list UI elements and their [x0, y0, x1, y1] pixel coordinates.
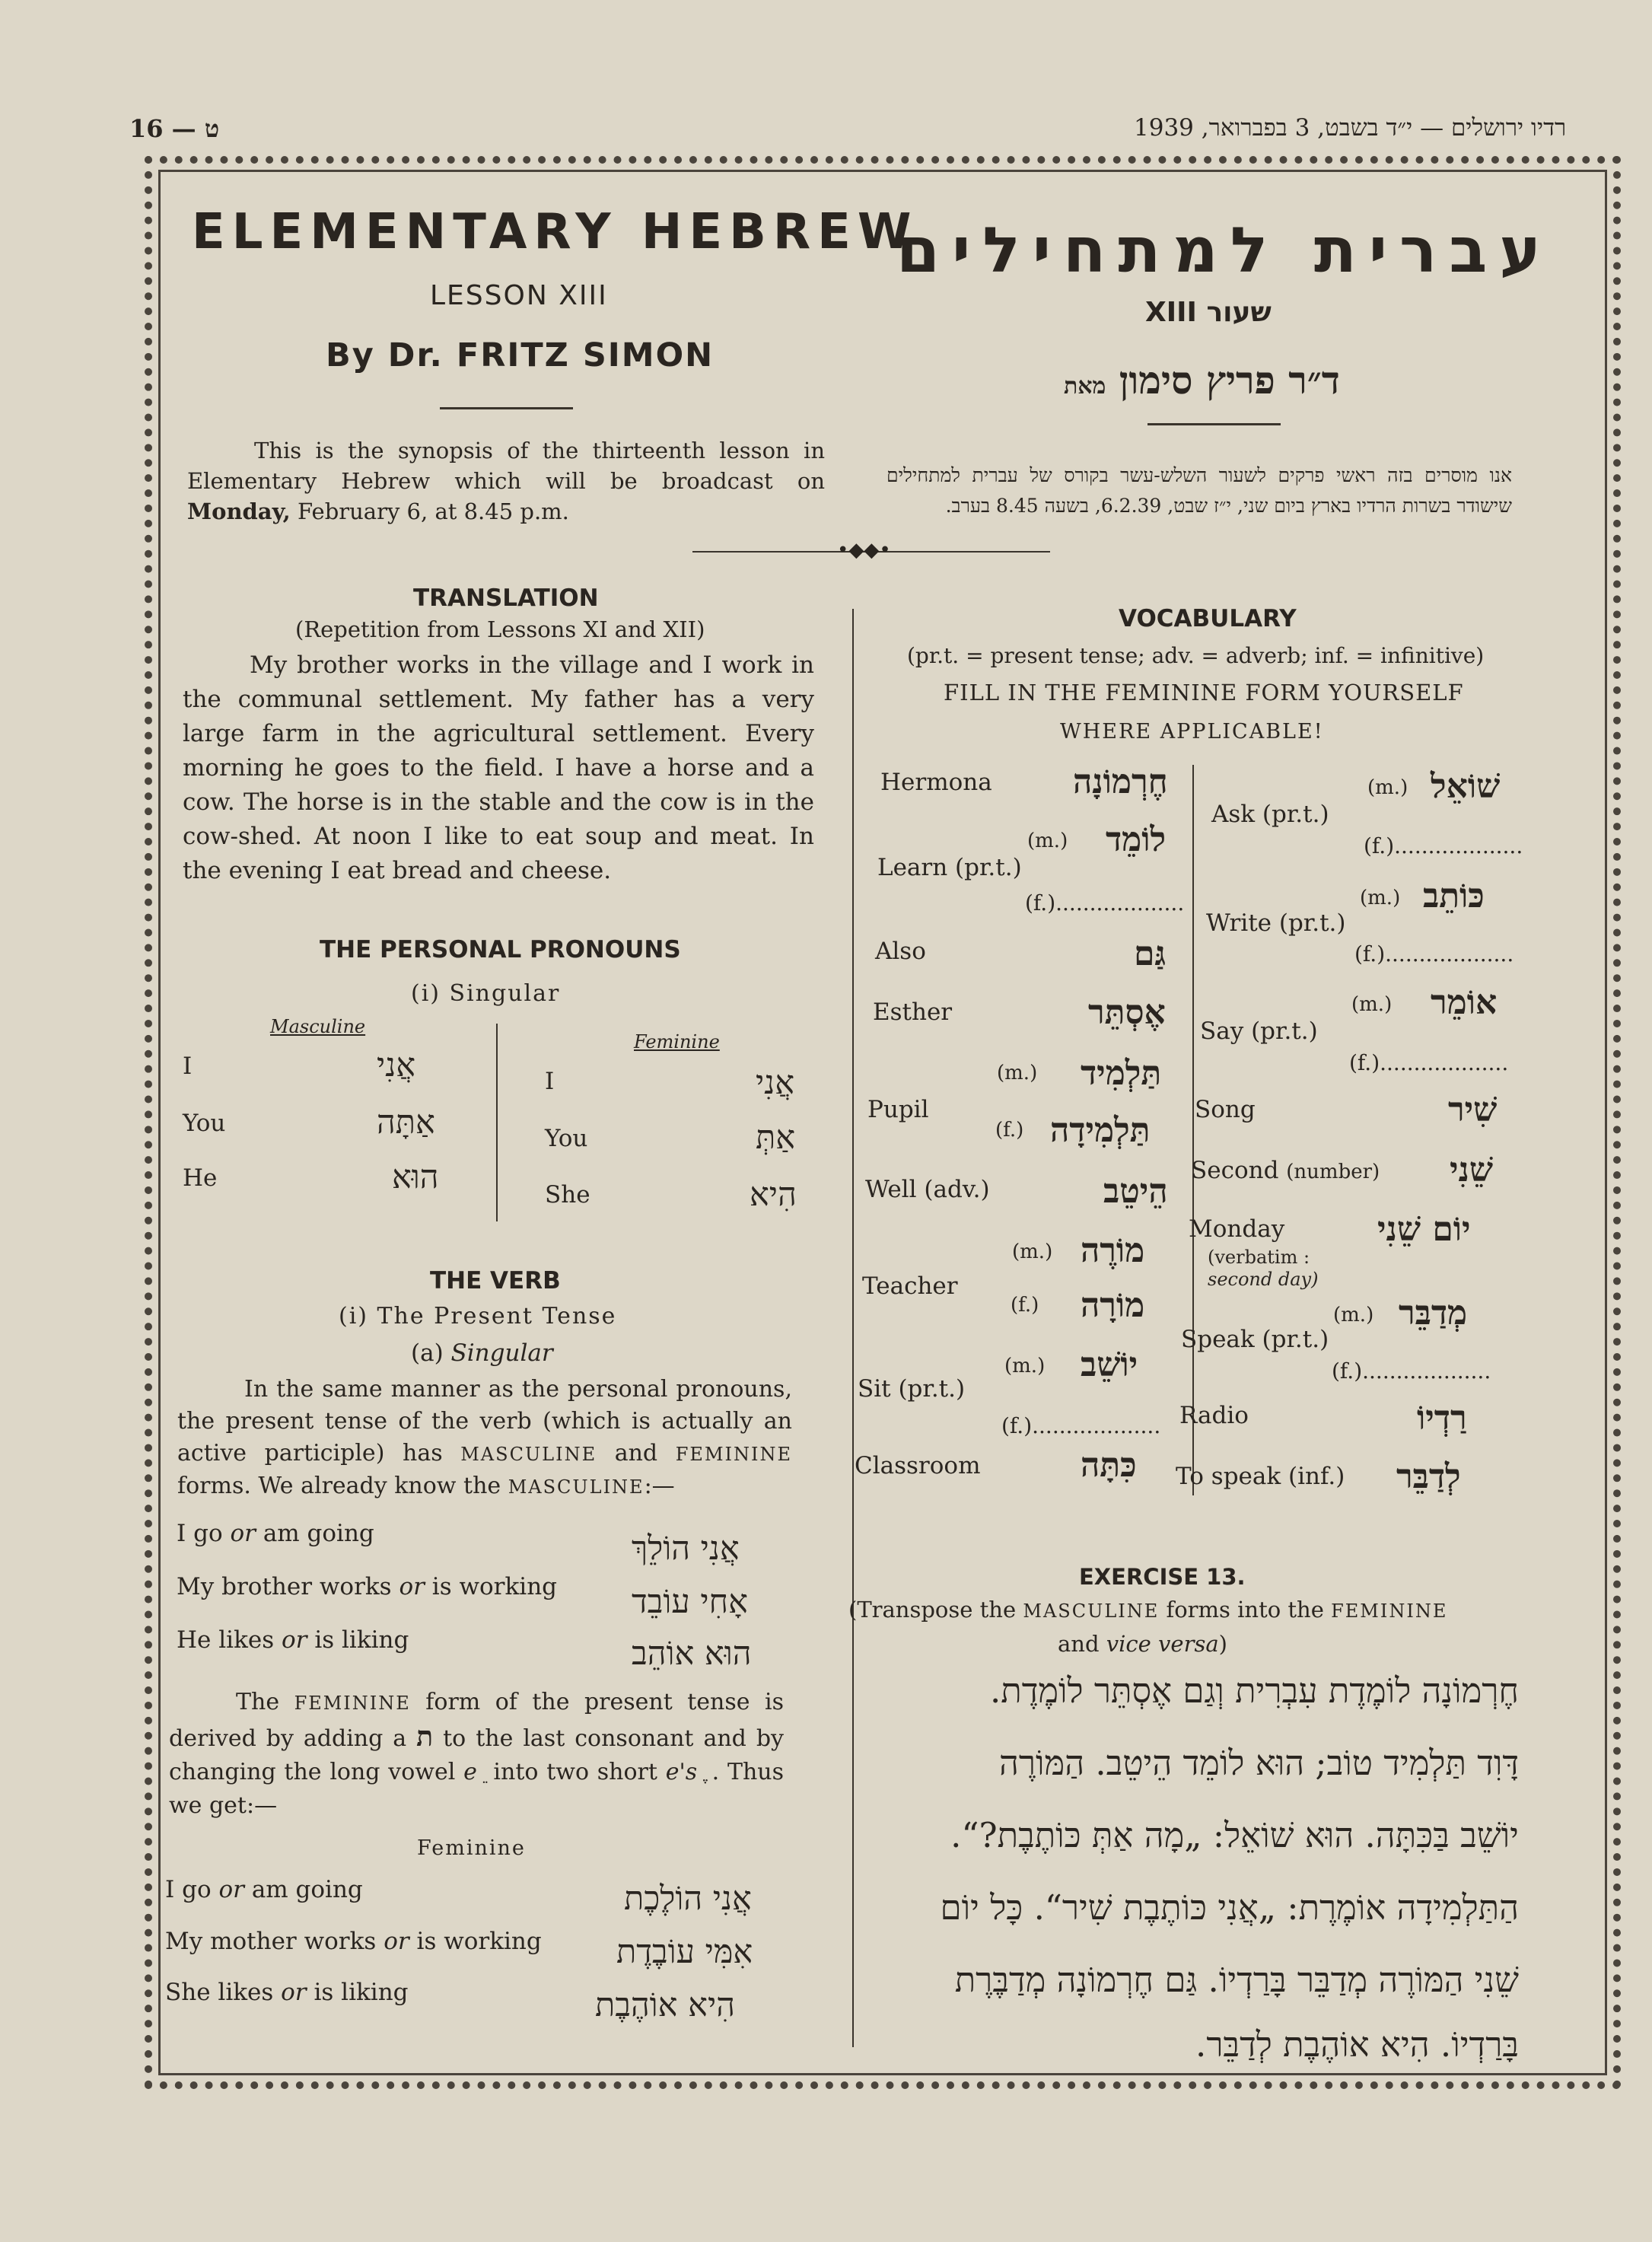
synopsis-hebrew: אנו מוסרים בזה ראשי פרקים לשעור השלש-עשר בקורס של עברית למתחילים שישודר בשרות הרדיו בארץ ביום שני, י״ז שבט, 6.2.39, בשעה 8.45 בערב.	[886, 464, 1512, 517]
fem-rule-text: . Thus we get:—	[169, 1759, 785, 1819]
vocab-note: second day)	[1208, 1269, 1319, 1290]
vocab-en: Classroom	[855, 1452, 981, 1479]
synopsis-day: Monday,	[187, 498, 291, 524]
verb-example-he: אֲנִי הוֹלֶכֶת	[624, 1880, 752, 1918]
exercise-instruction	[1058, 1631, 1227, 1657]
fem-letter: ת	[416, 1721, 434, 1753]
pronoun-en: I	[183, 1053, 193, 1080]
gender-tag: (f.)	[1011, 1294, 1039, 1317]
translation-heading: TRANSLATION	[413, 584, 599, 612]
vocab-he: תַּלְמִידָה	[1050, 1111, 1151, 1150]
pronoun-en: You	[545, 1125, 588, 1152]
verb-sub-label: Singular	[450, 1339, 553, 1367]
ex-en: am going	[251, 1876, 363, 1903]
vocab-he: שׁוֹאֵל	[1431, 767, 1501, 806]
vocab-en: Pupil	[867, 1096, 929, 1123]
vocab-he: אוֹמֵר	[1431, 983, 1498, 1022]
exercise-line: הַתַּלְמִידָה אוֹמֶרֶת: „אֲנִי כּוֹתֶבֶת שִׁיר“. כָּל יוֹם	[940, 1887, 1519, 1928]
gender-tag: (m.)	[1367, 776, 1408, 799]
fem-vowel: e	[463, 1759, 477, 1785]
verb-subheading: (i) The Present Tense	[339, 1303, 617, 1330]
verb-example-he: הוּא אוֹהֵב	[632, 1635, 752, 1673]
verb-intro-text: forms. We already know the	[177, 1473, 508, 1499]
fem-vowel: e's	[665, 1759, 698, 1785]
verb-example-he: אֲנִי הוֹלֵךְ	[632, 1530, 740, 1568]
fem-rule-sc: FEMININE	[294, 1693, 411, 1714]
exercise-line: יוֹשֵׁב בַּכִּתָּה. הוּא שׁוֹאֵל: „מָה אַתְּ כּוֹתֶבֶת?“.	[950, 1815, 1519, 1855]
vocab-en: Say (pr.t.)	[1200, 1017, 1318, 1045]
pronoun-he: אַתָּה	[377, 1103, 435, 1142]
vocab-en: To speak (inf.)	[1176, 1463, 1345, 1490]
exercise-line: בָּרַדְיוֹ. הִיא אוֹהֶבֶת לְדַבֵּר.	[1195, 2024, 1519, 2065]
fill-in-blank[interactable]: (f.)...................	[1025, 890, 1185, 916]
pronoun-en: You	[183, 1110, 226, 1137]
vocab-en: Sit (pr.t.)	[858, 1375, 966, 1403]
vocab-he: הֵיטֵב	[1103, 1172, 1168, 1211]
gender-tag: (m.)	[1004, 1355, 1046, 1377]
exercise-line: חֶרְמוֹנָה לוֹמֶדֶת עִבְרִית וְגַם אֶסְתֵּר לוֹמֶדֶת.	[989, 1670, 1519, 1711]
fem-rule-text: into two short	[485, 1759, 666, 1785]
verb-intro-sc: FEMININE	[675, 1444, 792, 1465]
fill-in-blank[interactable]: (f.)...................	[1349, 1050, 1509, 1075]
verb-sub-num: (a)	[411, 1339, 444, 1367]
fill-in-blank[interactable]: (f.)...................	[1364, 833, 1523, 858]
vocab-en: Hermona	[880, 769, 992, 796]
author-prefix-hebrew: מאת	[1064, 373, 1106, 400]
gender-tag: (m.)	[1360, 887, 1401, 909]
ex-en: My brother works	[177, 1573, 392, 1600]
ex-en: My mother works	[165, 1928, 377, 1955]
verb-example-en	[177, 1573, 557, 1600]
exercise-instruction-text: forms into the	[1159, 1597, 1332, 1623]
vocab-en	[1191, 1157, 1380, 1184]
feminine-label: Feminine	[634, 1031, 720, 1053]
verb-example-en	[165, 1928, 542, 1955]
pronoun-en: I	[545, 1068, 555, 1095]
vocab-en: Also	[875, 938, 926, 965]
vocab-he: כִּתָּה	[1081, 1446, 1137, 1485]
pronoun-he: אַתְּ	[756, 1119, 796, 1157]
running-header: רדיו ירושלים — י״ד בשבט, 3 בפברואר, 1939	[1134, 114, 1567, 142]
vocabulary-abbreviations: (pr.t. = present tense; adv. = adverb; inf. = infinitive)	[907, 643, 1485, 668]
ex-or: or	[218, 1876, 244, 1903]
vocab-he: לְדַבֵּר	[1396, 1457, 1461, 1496]
pronoun-en: He	[183, 1164, 218, 1192]
ex-en: am going	[263, 1520, 374, 1547]
vocab-en: Learn (pr.t.)	[877, 854, 1022, 881]
exercise-instruction	[848, 1597, 1447, 1623]
vocab-en: Monday	[1189, 1215, 1285, 1243]
ex-or: or	[281, 1626, 307, 1654]
vocab-en-word: Second	[1191, 1157, 1279, 1184]
exercise-instruction-italic: vice versa	[1106, 1631, 1219, 1657]
vocabulary-instruction: FILL IN THE FEMININE FORM YOURSELF	[944, 680, 1464, 705]
vocab-he: חֶרְמוֹנָה	[1073, 763, 1168, 801]
verb-intro-sc: MASCULINE	[460, 1444, 597, 1465]
verb-example-he: אִמִּי עוֹבֶדֶת	[616, 1933, 753, 1971]
ex-or: or	[399, 1573, 425, 1600]
verb-intro-sc: MASCULINE	[508, 1476, 645, 1498]
vocabulary-divider	[1192, 765, 1194, 1495]
vocab-en-note: (number)	[1286, 1161, 1380, 1183]
verb-example-he: אָחִי עוֹבֵד	[632, 1583, 748, 1621]
exercise-instruction-text: (Transpose the	[848, 1597, 1023, 1623]
ex-or: or	[281, 1979, 307, 2006]
fem-rule-text: The	[236, 1689, 294, 1715]
vocab-he: תַּלְמִיד	[1081, 1054, 1162, 1093]
vocabulary-heading: VOCABULARY	[1119, 605, 1297, 632]
verb-heading: THE VERB	[430, 1267, 561, 1295]
fill-in-blank[interactable]: (f.)...................	[1354, 941, 1514, 967]
verb-example-en	[177, 1520, 374, 1547]
pronoun-en: She	[545, 1181, 590, 1209]
author-name-hebrew: ד״ר פריץ סימון	[1119, 358, 1340, 403]
vocab-en: Well (adv.)	[865, 1176, 990, 1203]
vocab-he: גַּם	[1134, 935, 1166, 973]
ex-en: I go	[177, 1520, 223, 1547]
translation-text: My brother works in the village and I work in the communal settlement. My father has a very large farm in the agricultural settlement. Every morning he goes to the field. I have a horse and a cow. The horse is in the stable and the cow is in the cow-shed. At noon I like to eat soup and meat. In the evening I eat bread and cheese.	[183, 651, 814, 884]
ex-en: is liking	[314, 1626, 409, 1654]
vocab-he: כּוֹתֵב	[1423, 877, 1485, 916]
ex-or: or	[384, 1928, 409, 1955]
column-divider	[852, 609, 854, 2047]
masculine-label: Masculine	[270, 1016, 366, 1037]
synopsis-date: February 6, at 8.45 p.m.	[290, 498, 569, 524]
vocabulary-instruction: WHERE APPLICABLE!	[1060, 720, 1324, 744]
vocab-he: שִׁיר	[1448, 1091, 1498, 1129]
vocab-he: אֶסְתֵּר	[1088, 993, 1166, 1032]
page-number: 16 — ט	[129, 114, 220, 143]
gender-tag: (m.)	[1333, 1304, 1374, 1326]
exercise-line: דָּוִד תַּלְמִיד טוֹב; הוּא לוֹמֵד הֵיטֵב. הַמּוֹרֶה	[999, 1743, 1519, 1783]
ex-or: or	[230, 1520, 256, 1547]
feminine-rule	[169, 1686, 784, 1823]
fem-rule-text: to the last consonant and by changing the long vowel	[169, 1725, 784, 1785]
title-hebrew: עברית למתחילים	[896, 215, 1553, 287]
pronoun-divider	[496, 1024, 498, 1221]
vocab-en: Esther	[873, 998, 953, 1026]
vocab-en: Teacher	[862, 1272, 958, 1300]
verb-example-en	[165, 1979, 409, 2006]
vocab-en: Write (pr.t.)	[1206, 909, 1346, 937]
vocab-en: Radio	[1179, 1402, 1249, 1429]
verb-example-en	[165, 1876, 363, 1903]
gender-tag: (m.)	[997, 1062, 1038, 1084]
verb-example-en	[177, 1626, 409, 1654]
verb-intro-text: :—	[644, 1473, 675, 1499]
fill-in-blank[interactable]: (f.)...................	[1001, 1413, 1161, 1438]
divider-ornament-icon: •◆◆•	[837, 539, 891, 562]
vocab-en: Song	[1195, 1096, 1256, 1123]
exercise-line: שֵׁנִי הַמּוֹרֶה מְדַבֵּר בָּרַדְיוֹ. גַּם חֶרְמוֹנָה מְדַבֶּרֶת	[954, 1960, 1519, 2000]
vocab-he: יוֹם שֵׁנִי	[1377, 1210, 1471, 1249]
exercise-instruction-text: and	[1058, 1631, 1106, 1657]
exercise-instruction-sc: MASCULINE	[1023, 1600, 1160, 1622]
author-english: By Dr. FRITZ SIMON	[326, 336, 715, 374]
vocab-he: רַדְיוֹ	[1417, 1399, 1467, 1438]
ex-en: He likes	[177, 1626, 275, 1654]
verb-intro	[177, 1374, 792, 1503]
exercise-heading: EXERCISE 13.	[1079, 1564, 1246, 1590]
gender-tag: (m.)	[1027, 830, 1068, 852]
exercise-instruction-sc: FEMININE	[1331, 1600, 1448, 1622]
vocab-he: שֵׁנִי	[1450, 1151, 1493, 1189]
synopsis-text: This is the synopsis of the thirteenth lesson in Elementary Hebrew which will be broadcast on	[187, 438, 825, 494]
pronouns-subheading: (i) Singular	[411, 980, 561, 1007]
pronoun-he: אֲנִי	[377, 1046, 416, 1084]
verb-intro-text: In the same manner as the personal pronouns, the present tense of the verb (which is actually an active participle) has	[177, 1376, 792, 1467]
vocab-he: מוֹרֶה	[1081, 1231, 1145, 1270]
verb-example-he: הִיא אוֹהֶבֶת	[595, 1986, 735, 2024]
title-rule-left	[440, 407, 573, 409]
pronouns-heading: THE PERSONAL PRONOUNS	[320, 936, 681, 963]
vocab-he: יוֹשֵׁב	[1081, 1346, 1138, 1384]
vocab-note: (verbatim :	[1208, 1247, 1310, 1268]
feminine-heading: Feminine	[417, 1836, 526, 1860]
lesson-number-english: LESSON XIII	[430, 280, 608, 311]
ex-en: I go	[165, 1876, 212, 1903]
pronoun-he: אֲנִי	[756, 1064, 795, 1102]
vocab-en: Ask (pr.t.)	[1211, 801, 1329, 828]
fem-vowel-mark: ֶ ֶ	[705, 1759, 712, 1785]
vocab-he: מְדַבֵּר	[1399, 1294, 1468, 1333]
author-hebrew	[1050, 358, 1340, 403]
vocab-he: לוֹמֵד	[1106, 820, 1167, 859]
ex-en: She likes	[165, 1979, 274, 2006]
fill-in-blank[interactable]: (f.)...................	[1332, 1358, 1491, 1384]
ex-en: is liking	[314, 1979, 409, 2006]
title-english: ELEMENTARY HEBREW	[192, 204, 918, 260]
pronoun-he: הִיא	[750, 1176, 797, 1214]
gender-tag: (m.)	[1351, 993, 1393, 1016]
ex-en: is working	[431, 1573, 557, 1600]
verb-intro-text: and	[597, 1440, 676, 1467]
fem-rule-text: form of the present tense is derived by adding a	[169, 1689, 784, 1752]
synopsis-english	[187, 435, 825, 527]
vocab-he: מוֹרָה	[1081, 1286, 1145, 1325]
exercise-instruction-text: )	[1218, 1631, 1227, 1657]
ex-en: is working	[416, 1928, 542, 1955]
vocab-en: Speak (pr.t.)	[1181, 1326, 1329, 1353]
gender-tag: (m.)	[1012, 1240, 1053, 1263]
pronoun-he: הוּא	[392, 1158, 439, 1196]
title-rule-right	[1147, 423, 1281, 425]
gender-tag: (f.)	[995, 1119, 1024, 1142]
lesson-number-hebrew: שעור XIII	[1145, 297, 1272, 328]
verb-subheading-2	[411, 1339, 553, 1367]
translation-subheading: (Repetition from Lessons XI and XII)	[295, 616, 705, 642]
